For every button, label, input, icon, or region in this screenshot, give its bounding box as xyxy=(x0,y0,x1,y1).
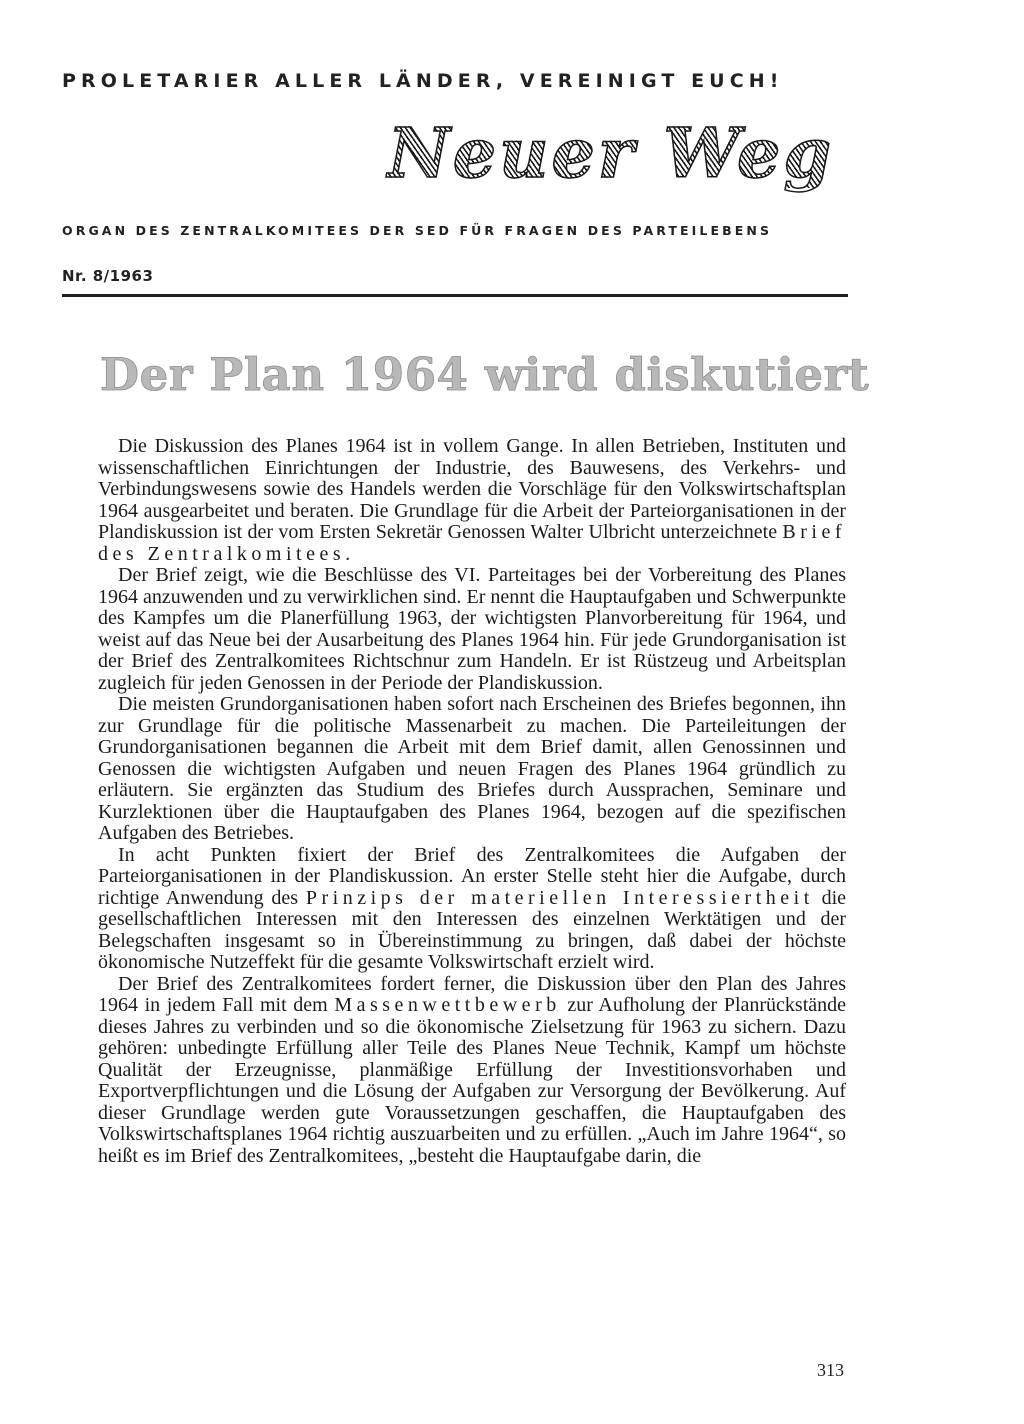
article-body xyxy=(98,436,846,1167)
issue-number: Nr. 8/1963 xyxy=(62,267,154,285)
emphasis: Brief des Zentralkomitees xyxy=(98,521,846,565)
text-run: zur Aufholung der Planrückstände dieses Jahres zu verbinden und so die ökonomische Zielsetzung für 1963 zu sichern. Dazu gehören: unbedingte Erfüllung aller Teile des Planes Neue Technik, Kampf um höchste Qualität der Erzeugnisse, planmäßige Erfüllung der Investitionsvorhaben und Exportverpflichtungen und die Lösung der Aufgaben zur Versorgung der Bevölkerung. Auf dieser Grundlage werden gute Voraussetzungen geschaffen, die Hauptaufgaben des Volkswirtschaftsplanes 1964 richtig auszuarbeiten und zu erfüllen. „Auch im Jahre 1964“, so heißt es im Brief des Zentralkomitees, „besteht die Hauptaufgabe darin, die xyxy=(98,994,847,1167)
masthead-logo: Neuer Weg xyxy=(387,114,834,194)
paragraph: Der Brief zeigt, wie die Beschlüsse des VI. Parteitages bei der Vorbereitung des Planes 1964 anzuwenden und zu verwirklichen sind. Er nennt die Hauptaufgaben und Schwerpunkte des Kampfes um die Planerfüllung 1963, der wichtigsten Planvorbereitung für 1964, und weist auf das Neue bei der Ausarbeitung des Planes 1964 hin. Für jede Grundorganisation ist der Brief des Zentralkomitees Richtschnur zum Handeln. Er ist Rüstzeug und Arbeitsplan zugleich für jeden Genossen in der Periode der Plandiskussion. xyxy=(98,564,846,694)
text-run: Der Brief des Zentralkomitees fordert ferner, die Diskussion über den Plan des Jahres 1964 in jedem Fall mit dem xyxy=(98,972,846,1016)
paragraph xyxy=(98,845,846,974)
text-run: die gesellschaftlichen Interessen mit den Interessen des einzelnen Werktätigen und der Belegschaften insgesamt so in Übereinstimmung zu bringen, daß dabei der höchste ökonomische Nutzeffekt für die gesamte Volkswirtschaft erzielt wird. xyxy=(98,886,847,973)
article-headline: Der Plan 1964 wird diskutiert xyxy=(100,348,870,401)
header-divider xyxy=(62,294,848,297)
page-number: 313 xyxy=(817,1360,844,1380)
paragraph xyxy=(98,974,846,1168)
party-slogan: PROLETARIER ALLER LÄNDER, VEREINIGT EUCH! xyxy=(62,70,784,92)
publication-subtitle: ORGAN DES ZENTRALKOMITEES DER SED FÜR FRAGEN DES PARTEILEBENS xyxy=(62,223,773,238)
paragraph: Die meisten Grundorganisationen haben sofort nach Erscheinen des Briefes begonnen, ihn zur Grundlage für die politische Massenarbeit zu machen. Die Parteileitungen der Grundorganisationen begannen die Arbeit mit dem Brief damit, allen Genossinnen und Genossen die wichtigsten Aufgaben und neuen Fragen des Planes 1964 gründlich zu erläutern. Sie ergänzten das Studium des Briefes durch Aussprachen, Seminare und Kurzlektionen über die Hauptaufgaben des Planes 1964, bezogen auf die spezifischen Aufgaben des Betriebes. xyxy=(98,693,846,844)
emphasis: Massenwettbewerb xyxy=(334,994,561,1016)
emphasis: Prinzips der materiellen Interessiertheit xyxy=(305,886,814,909)
text-run: Die Diskussion des Planes 1964 ist in vollem Gange. In allen Betrieben, Instituten und wissenschaftlichen Einrichtungen der Industrie, des Bauwesens, des Verkehrs- und Verbindungswesens sowie des Handels werden die Vorschläge für den Volkswirtschaftsplan 1964 ausgearbeitet und beraten. Die Grundlage für die Arbeit der Parteiorganisationen in der Plandiskussion ist der vom Ersten Sekretär Genossen Walter Ulbricht unterzeichnete xyxy=(98,435,846,543)
text-run: In acht Punkten fixiert der Brief des Zentralkomitees die Aufgaben der Parteiorganisationen in der Plandiskussion. An erster Stelle steht hier die Aufgabe, durch richtige Anwendung des xyxy=(98,843,846,909)
text-run: . xyxy=(345,542,351,565)
paragraph xyxy=(98,436,846,565)
